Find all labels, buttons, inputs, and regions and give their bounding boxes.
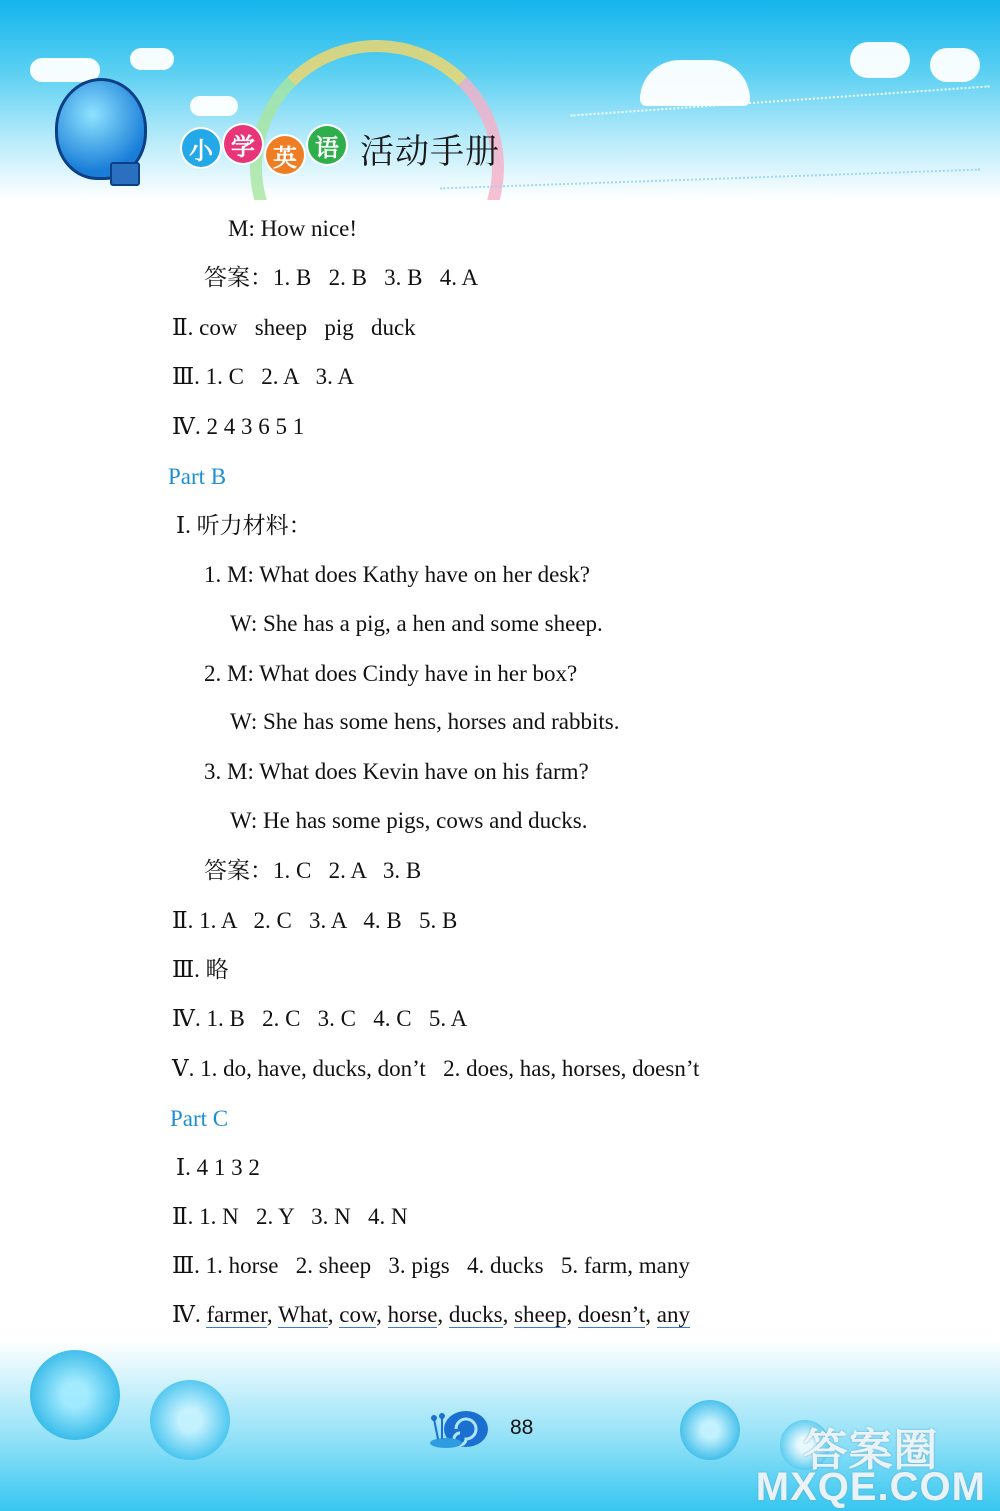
rainbow-decoration (250, 40, 504, 200)
answer-line: Ⅲ. 略 (172, 957, 229, 982)
flower-icon (680, 1400, 740, 1460)
title-suffix: 活动手册 (360, 131, 500, 172)
answer-line: M: How nice! (228, 216, 358, 241)
answer-line: Ⅲ. 1. C 2. A 3. A (172, 364, 354, 389)
answer-line: 2. M: What does Cindy have in her box? (204, 661, 578, 686)
answer-line: W: He has some pigs, cows and ducks. (230, 808, 588, 833)
watermark-cn: 答案圈 (803, 1426, 939, 1475)
section-heading-part-b: Part B (168, 464, 227, 489)
answer-line: 3. M: What does Kevin have on his farm? (204, 759, 589, 784)
cloud-decoration (640, 60, 750, 106)
title-badge: 小 (182, 129, 220, 167)
answer-line: W: She has a pig, a hen and some sheep. (230, 611, 603, 636)
answer-line: 答案：1. B 2. B 3. B 4. A (204, 265, 479, 290)
answer-line: Ⅴ. 1. do, have, ducks, don’t 2. does, has, horses, doesn’t (172, 1056, 700, 1081)
cloud-decoration (130, 48, 174, 70)
underlined-word: sheep (514, 1302, 567, 1327)
underlined-word: What (277, 1302, 328, 1327)
cloud-decoration (850, 42, 910, 78)
answer-line: Ⅱ. 1. N 2. Y 3. N 4. N (172, 1204, 408, 1229)
answer-line: 1. M: What does Kathy have on her desk? (204, 562, 591, 587)
title-badge: 英 (266, 136, 304, 174)
header-banner (0, 0, 1000, 200)
answer-line: Ⅳ. 2 4 3 6 5 1 (172, 414, 305, 439)
book-title (182, 122, 500, 174)
page-number: 88 (510, 1416, 534, 1439)
answer-line: Ⅳ. 1. B 2. C 3. C 4. C 5. A (172, 1006, 468, 1031)
answer-line: Ⅱ. cow sheep pig duck (172, 315, 416, 340)
dotted-line-decoration (570, 85, 989, 116)
underlined-word: any (656, 1302, 690, 1327)
answer-line: Ⅰ. 4 1 3 2 (176, 1155, 260, 1180)
watermark-en: MXQE.COM (755, 1465, 986, 1509)
flower-icon (30, 1350, 120, 1440)
underlined-word: doesn’t (577, 1302, 646, 1327)
underlined-word: ducks (448, 1302, 503, 1327)
answer-prefix: Ⅳ. (172, 1302, 207, 1327)
title-badge: 语 (308, 126, 346, 164)
answer-line: Ⅲ. 1. horse 2. sheep 3. pigs 4. ducks 5. farm, many (172, 1253, 690, 1278)
snail-icon (430, 1405, 494, 1449)
dotted-line-decoration (440, 169, 980, 190)
answer-line-underlined: Ⅳ. farmer, What, cow, horse, ducks, sheep, doesn’t, any (172, 1302, 690, 1327)
answer-line: Ⅱ. 1. A 2. C 3. A 4. B 5. B (172, 908, 458, 933)
flower-icon (150, 1380, 230, 1460)
underlined-word: horse (387, 1302, 438, 1327)
watermark (755, 1426, 986, 1509)
answer-line: 答案：1. C 2. A 3. B (204, 858, 422, 883)
answer-line: Ⅰ. 听力材料： (176, 513, 312, 538)
underlined-word: cow (339, 1302, 377, 1327)
answer-line: W: She has some hens, horses and rabbits. (230, 709, 620, 734)
section-heading-part-c: Part C (170, 1106, 229, 1131)
cloud-decoration (930, 48, 980, 82)
balloon-basket-icon (110, 162, 140, 186)
title-badge: 学 (224, 125, 262, 163)
cloud-decoration (190, 96, 238, 116)
underlined-word: farmer (206, 1302, 267, 1327)
